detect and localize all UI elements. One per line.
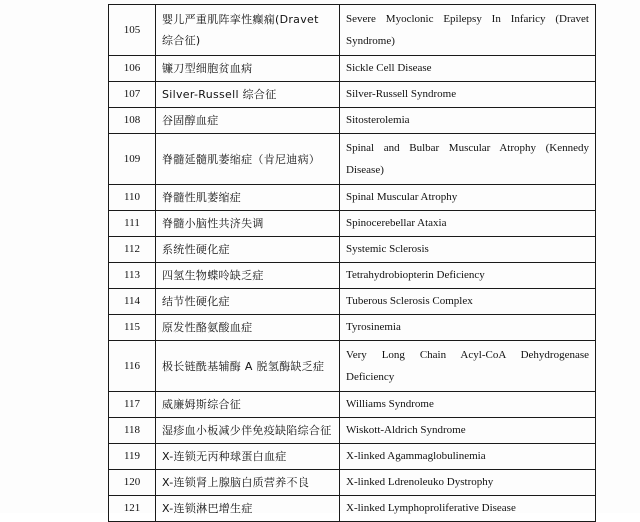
rare-disease-table — [108, 4, 596, 522]
disease-name-english: Spinocerebellar Ataxia — [340, 211, 596, 237]
row-number: 118 — [109, 418, 156, 444]
disease-name-english: Sitosterolemia — [340, 108, 596, 134]
disease-name-english: Tuberous Sclerosis Complex — [340, 289, 596, 315]
table-row — [109, 185, 596, 211]
table-row — [109, 496, 596, 522]
table-body — [109, 5, 596, 522]
disease-name-english: Very Long Chain Acyl-CoA Dehydrogenase Deficiency — [340, 341, 596, 392]
disease-name-english: Tyrosinemia — [340, 315, 596, 341]
row-number: 105 — [109, 5, 156, 56]
disease-name-chinese: X-连锁淋巴增生症 — [156, 496, 340, 522]
disease-name-chinese: 极长链酰基辅酶 A 脱氢酶缺乏症 — [156, 341, 340, 392]
row-number: 120 — [109, 470, 156, 496]
disease-name-english: Tetrahydrobiopterin Deficiency — [340, 263, 596, 289]
row-number: 106 — [109, 56, 156, 82]
disease-name-english: Silver-Russell Syndrome — [340, 82, 596, 108]
table-row — [109, 134, 596, 185]
row-number: 117 — [109, 392, 156, 418]
disease-name-chinese: X-连锁无丙种球蛋白血症 — [156, 444, 340, 470]
row-number: 113 — [109, 263, 156, 289]
disease-name-chinese: 谷固醇血症 — [156, 108, 340, 134]
table-row — [109, 211, 596, 237]
disease-name-english: Spinal Muscular Atrophy — [340, 185, 596, 211]
row-number: 119 — [109, 444, 156, 470]
row-number: 114 — [109, 289, 156, 315]
table-row — [109, 470, 596, 496]
disease-name-chinese: 系统性硬化症 — [156, 237, 340, 263]
table-row — [109, 82, 596, 108]
table-row — [109, 237, 596, 263]
disease-name-english: X-linked Agammaglobulinemia — [340, 444, 596, 470]
disease-name-english: X-linked Lymphoproliferative Disease — [340, 496, 596, 522]
disease-name-chinese: X-连锁肾上腺脑白质营养不良 — [156, 470, 340, 496]
disease-name-english: Severe Myoclonic Epilepsy In Infaricy (Dravet Syndrome) — [340, 5, 596, 56]
disease-name-english: Sickle Cell Disease — [340, 56, 596, 82]
row-number: 111 — [109, 211, 156, 237]
disease-name-chinese: 威廉姆斯综合征 — [156, 392, 340, 418]
row-number: 108 — [109, 108, 156, 134]
row-number: 107 — [109, 82, 156, 108]
table-row — [109, 263, 596, 289]
table-row — [109, 56, 596, 82]
disease-name-chinese: 湿疹血小板减少伴免疫缺陷综合征 — [156, 418, 340, 444]
table-row — [109, 392, 596, 418]
table-row — [109, 418, 596, 444]
row-number: 109 — [109, 134, 156, 185]
disease-name-chinese: 镰刀型细胞贫血病 — [156, 56, 340, 82]
disease-name-english: Systemic Sclerosis — [340, 237, 596, 263]
row-number: 115 — [109, 315, 156, 341]
disease-name-chinese: 脊髓性肌萎缩症 — [156, 185, 340, 211]
disease-name-chinese: 结节性硬化症 — [156, 289, 340, 315]
disease-name-chinese: 脊髓小脑性共济失调 — [156, 211, 340, 237]
table-row — [109, 289, 596, 315]
row-number: 121 — [109, 496, 156, 522]
table-row — [109, 341, 596, 392]
disease-name-chinese: 婴儿严重肌阵挛性癫痫(Dravet 综合征) — [156, 5, 340, 56]
disease-name-chinese: Silver-Russell 综合征 — [156, 82, 340, 108]
disease-name-english: X-linked Ldrenoleuko Dystrophy — [340, 470, 596, 496]
table-row — [109, 108, 596, 134]
disease-name-chinese: 原发性酪氨酸血症 — [156, 315, 340, 341]
row-number: 112 — [109, 237, 156, 263]
disease-name-english: Williams Syndrome — [340, 392, 596, 418]
table-row — [109, 5, 596, 56]
disease-name-chinese: 四氢生物蝶呤缺乏症 — [156, 263, 340, 289]
disease-name-english: Wiskott-Aldrich Syndrome — [340, 418, 596, 444]
disease-name-english: Spinal and Bulbar Muscular Atrophy (Kennedy Disease) — [340, 134, 596, 185]
disease-name-chinese: 脊髓延髓肌萎缩症（肯尼迪病） — [156, 134, 340, 185]
row-number: 116 — [109, 341, 156, 392]
row-number: 110 — [109, 185, 156, 211]
table-row — [109, 315, 596, 341]
table-row — [109, 444, 596, 470]
